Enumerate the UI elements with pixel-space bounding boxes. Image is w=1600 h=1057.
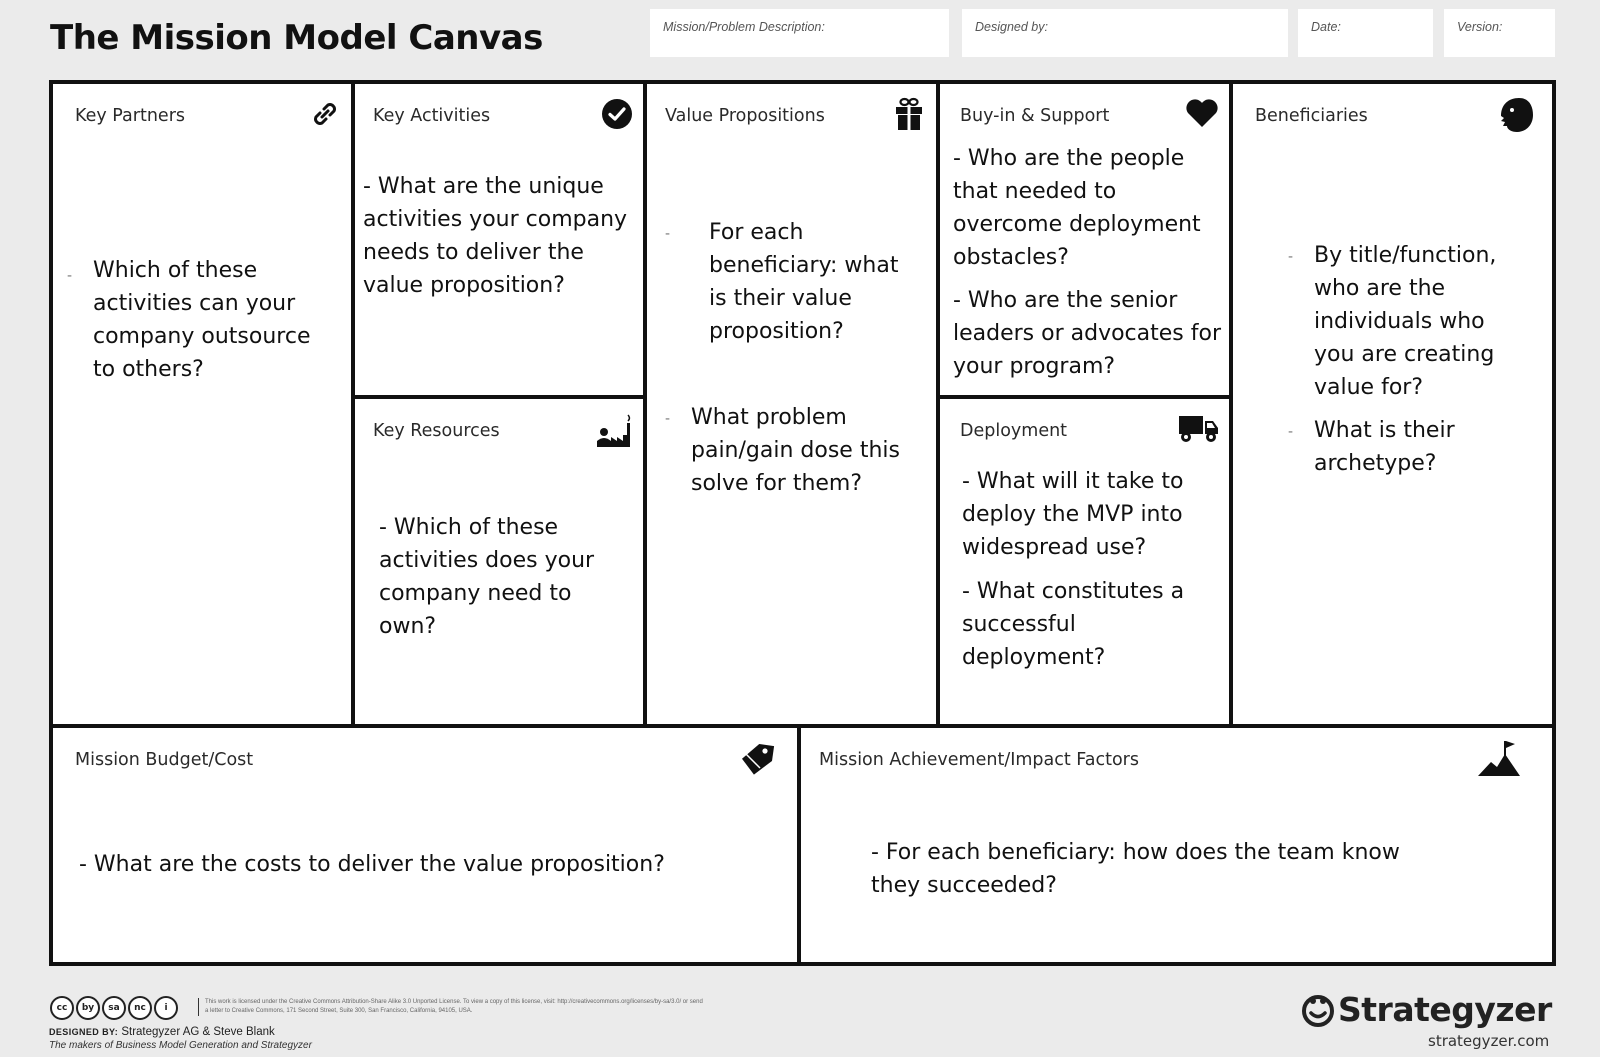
value-propositions-item-2: What problem pain/gain dose this solve for them? (691, 405, 900, 496)
gift-icon (893, 96, 925, 132)
mission-model-canvas (49, 80, 1556, 966)
brand-url[interactable]: strategyzer.com (1428, 1032, 1550, 1050)
key-partners-text: Which of these activities can your company outsource to others? (93, 258, 311, 382)
key-activities-text: - What are the unique activities your company needs to deliver the value proposition? (363, 174, 628, 298)
face-profile-icon (1495, 96, 1535, 134)
strategyzer-logo[interactable] (1300, 990, 1552, 1029)
buyin-support-item-2: - Who are the senior leaders or advocates for your program? (953, 288, 1221, 379)
deployment-block[interactable] (940, 399, 1229, 724)
designed-by-credit (49, 1026, 275, 1038)
value-propositions-block[interactable] (647, 84, 936, 724)
designed-by-value: Strategyzer AG & Steve Blank (121, 1026, 275, 1038)
beneficiaries-bullet-1: - (1288, 249, 1294, 265)
heart-icon (1185, 98, 1219, 128)
key-activities-title: Key Activities (373, 106, 491, 126)
key-resources-block[interactable] (355, 399, 643, 724)
mission-achievement-title: Mission Achievement/Impact Factors (819, 750, 1139, 770)
truck-icon (1178, 413, 1220, 443)
date-field[interactable]: Date: (1298, 9, 1433, 57)
strategyzer-logo-icon (1300, 992, 1336, 1028)
beneficiaries-item-1: By title/function, who are the individuals who you are creating value for? (1314, 243, 1497, 400)
mission-budget-text: - What are the costs to deliver the value proposition? (79, 852, 665, 877)
page-title: The Mission Model Canvas (50, 18, 543, 58)
key-resources-text: - Which of these activities does your company need to own? (379, 515, 595, 639)
price-tag-icon (741, 742, 775, 778)
key-partners-block[interactable] (53, 84, 351, 724)
mission-budget-block[interactable] (53, 728, 797, 962)
link-icon (309, 98, 341, 130)
value-propositions-title: Value Propositions (665, 106, 825, 126)
factory-worker-icon (595, 413, 635, 449)
beneficiaries-title: Beneficiaries (1255, 106, 1368, 126)
attribution-license-icon: i (154, 996, 178, 1020)
deployment-item-1: - What will it take to deploy the MVP into widespread use? (962, 469, 1184, 560)
by-license-icon: by (76, 996, 100, 1020)
key-partners-bullet: - (67, 268, 73, 284)
beneficiaries-bullet-2: - (1288, 424, 1294, 440)
checkmark-icon (601, 98, 633, 130)
key-activities-block[interactable] (355, 84, 643, 395)
deployment-title: Deployment (960, 421, 1068, 441)
buyin-support-item-1: - Who are the people that needed to overcome deployment obstacles? (953, 146, 1201, 270)
buyin-support-block[interactable] (940, 84, 1229, 395)
cc-license-icon: cc (50, 996, 74, 1020)
mountain-flag-icon (1477, 738, 1521, 778)
nc-license-icon: nc (128, 996, 152, 1020)
deployment-item-2: - What constitutes a successful deployment? (962, 579, 1185, 670)
key-resources-title: Key Resources (373, 421, 500, 441)
value-propositions-bullet-1: - (665, 226, 671, 242)
designed-by-label: DESIGNED BY: (49, 1027, 119, 1037)
makers-tagline: The makers of Business Model Generation and Strategyzer (49, 1040, 312, 1051)
beneficiaries-item-2: What is their archetype? (1314, 418, 1455, 476)
buyin-support-title: Buy-in & Support (960, 106, 1110, 126)
mission-achievement-block[interactable] (801, 728, 1552, 962)
designed-by-field[interactable]: Designed by: (962, 9, 1288, 57)
license-text: This work is licensed under the Creative Commons Attribution-Share Alike 3.0 Unported License. To view a copy of this license, visit: http://creativecommons.org/licenses/by-sa/3.0/ or send a letter to Creative Commons, 171 Second Street, Suite 300, San Francisco, California, 94105, USA. (198, 998, 705, 1016)
license-icons (50, 996, 178, 1022)
value-propositions-item-1: For each beneficiary: what is their value proposition? (709, 220, 899, 344)
mission-budget-title: Mission Budget/Cost (75, 750, 254, 770)
value-propositions-bullet-2: - (665, 411, 671, 427)
key-partners-title: Key Partners (75, 106, 186, 126)
mission-description-field[interactable]: Mission/Problem Description: (650, 9, 949, 57)
brand-name: Strategyzer (1338, 990, 1552, 1029)
mission-achievement-text: - For each beneficiary: how does the team know they succeeded? (871, 840, 1400, 898)
sa-license-icon: sa (102, 996, 126, 1020)
version-field[interactable]: Version: (1444, 9, 1555, 57)
beneficiaries-block[interactable] (1233, 84, 1552, 724)
